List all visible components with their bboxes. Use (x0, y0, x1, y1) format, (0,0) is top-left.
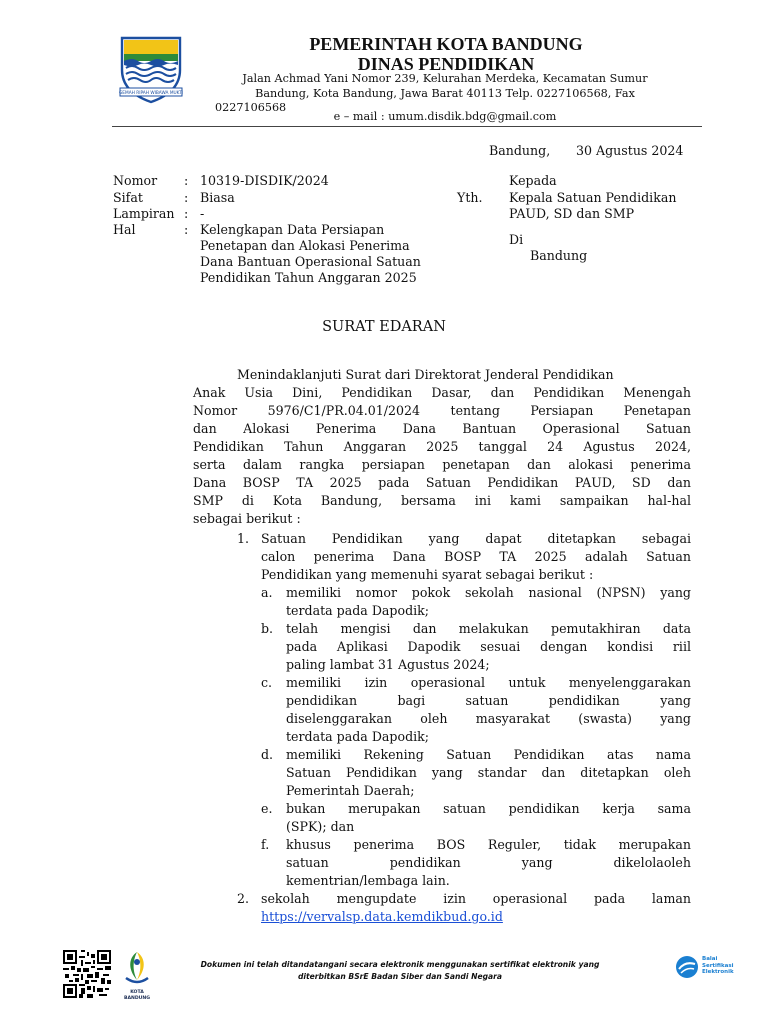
meta-value-hal: Kelengkapan Data Persiapan (200, 222, 385, 237)
letter-title: SURAT EDARAN (322, 319, 446, 335)
meta-label-sifat: Sifat (113, 190, 143, 205)
footer-signature-line-1: Dokumen ini telah ditandatangani secara elektronik menggunakan sertifikat elektronik yang (200, 960, 600, 969)
header-address-line-3: 0227106568 (215, 101, 287, 114)
item2-line: sekolah mengupdate izin operasional pada laman (261, 891, 691, 906)
intro-line: sebagai berikut : (193, 511, 301, 526)
sub-line: terdata pada Dapodik; (286, 603, 430, 618)
intro-line: Nomor 5976/C1/PR.04.01/2024 tentang Persiapan Penetapan (193, 403, 691, 418)
sub-line: telah mengisi dan melakukan pemutakhiran data (286, 621, 691, 636)
sub-line: Pemerintah Daerah; (286, 783, 415, 798)
item1-line: Satuan Pendidikan yang dapat ditetapkan sebagai (261, 531, 691, 546)
sub-line: memiliki nomor pokok sekolah nasional (NPSN) yang (286, 585, 691, 600)
meta-colon: : (184, 173, 189, 188)
header-address-line-2: Bandung, Kota Bandung, Jawa Barat 40113 Telp. 0227106568, Fax (255, 87, 635, 100)
sub-line: kementrian/lembaga lain. (286, 873, 450, 888)
qr-code-icon (63, 950, 111, 998)
intro-line: Pendidikan Tahun Anggaran 2025 tanggal 24 Agustus 2024, (193, 439, 691, 454)
letter-place: Bandung, (489, 143, 551, 158)
intro-line: SMP di Kota Bandung, bersama ini kami sampaikan hal-hal (193, 493, 691, 508)
recipient-yth: Yth. (457, 190, 483, 205)
header-address-line-1: Jalan Achmad Yani Nomor 239, Kelurahan Merdeka, Kecamatan Sumur (242, 72, 648, 85)
kota-bandung-logo (118, 950, 156, 1001)
sub-letter: a. (261, 585, 273, 600)
meta-value-hal-cont: Dana Bantuan Operasional Satuan (200, 254, 421, 269)
sub-letter: e. (261, 801, 273, 816)
meta-value-hal-cont: Pendidikan Tahun Anggaran 2025 (200, 270, 417, 285)
meta-label-lampiran: Lampiran (113, 206, 175, 221)
sub-line: satuan pendidikan yang dikelolaoleh (286, 855, 691, 870)
intro-line: serta dalam rangka persiapan penetapan dan alokasi penerima (193, 457, 691, 472)
sub-letter: b. (261, 621, 274, 636)
meta-colon: : (184, 222, 189, 237)
bsre-globe-icon (675, 955, 699, 979)
city-crest-logo (118, 34, 184, 106)
sub-line: terdata pada Dapodik; (286, 729, 430, 744)
header-divider (112, 126, 702, 127)
sub-line: (SPK); dan (286, 819, 355, 834)
recipient-kepada: Kepada (509, 173, 557, 188)
sub-letter: c. (261, 675, 273, 690)
meta-label-hal: Hal (113, 222, 136, 237)
meta-label-nomor: Nomor (113, 173, 158, 188)
sub-line: diselenggarakan oleh masyarakat (swasta) yang (286, 711, 691, 726)
list-number: 2. (237, 891, 250, 906)
header-agency-name: DINAS PENDIDIKAN (357, 54, 535, 74)
intro-line: Anak Usia Dini, Pendidikan Dasar, dan Pendidikan Menengah (193, 385, 691, 400)
sub-line: pendidikan bagi satuan pendidikan yang (286, 693, 691, 708)
header-government-name: PEMERINTAH KOTA BANDUNG (309, 34, 583, 54)
recipient-line-2: PAUD, SD dan SMP (509, 206, 635, 221)
meta-colon: : (184, 190, 189, 205)
item1-line: calon penerima Dana BOSP TA 2025 adalah Satuan (261, 549, 691, 564)
meta-value-hal-cont: Penetapan dan Alokasi Penerima (200, 238, 410, 253)
recipient-city: Bandung (530, 248, 588, 263)
recipient-di: Di (509, 232, 524, 247)
recipient-line-1: Kepala Satuan Pendidikan (509, 190, 677, 205)
item1-line: Pendidikan yang memenuhi syarat sebagai berikut : (261, 567, 594, 582)
sub-letter: d. (261, 747, 274, 762)
sub-line: paling lambat 31 Agustus 2024; (286, 657, 490, 672)
kota-bandung-logo-text: KOTA BANDUNG (123, 990, 151, 1001)
sub-line: bukan merupakan satuan pendidikan kerja sama (286, 801, 691, 816)
sub-line: khusus penerima BOS Reguler, tidak merupakan (286, 837, 691, 852)
intro-line: Dana BOSP TA 2025 pada Satuan Pendidikan PAUD, SD dan (193, 475, 691, 490)
sub-letter: f. (261, 837, 270, 852)
bsre-text-line: Sertifikasi (702, 962, 734, 969)
sub-line: memiliki Rekening Satuan Pendidikan atas nama (286, 747, 691, 762)
letter-date: 30 Agustus 2024 (576, 143, 684, 158)
list-number: 1. (237, 531, 250, 546)
crest-motto-text: GEMAH RIPAH WIBAWA MUKTI (118, 91, 184, 96)
meta-colon: : (184, 206, 189, 221)
footer-signature-line-2: diterbitkan BSrE Badan Siber dan Sandi Negara (297, 972, 503, 981)
bsre-text-line: Balai (702, 956, 718, 962)
header-email: e – mail : umum.disdik.bdg@gmail.com (333, 110, 557, 123)
meta-value-lampiran: - (200, 206, 205, 221)
intro-line: Menindaklanjuti Surat dari Direktorat Jenderal Pendidikan (237, 367, 614, 382)
vervalsp-link[interactable]: https://vervalsp.data.kemdikbud.go.id (261, 909, 503, 924)
bsre-logo (675, 955, 745, 981)
bsre-text-line: Elektronik (702, 969, 734, 975)
sub-line: Satuan Pendidikan yang standar dan ditetapkan oleh (286, 765, 691, 780)
meta-value-nomor: 10319-DISDIK/2024 (200, 173, 329, 188)
sub-line: pada Aplikasi Dapodik sesuai dengan kondisi riil (286, 639, 691, 654)
intro-line: dan Alokasi Penerima Dana Bantuan Operasional Satuan (193, 421, 691, 436)
meta-value-sifat: Biasa (200, 190, 235, 205)
sub-line: memiliki izin operasional untuk menyelenggarakan (286, 675, 691, 690)
